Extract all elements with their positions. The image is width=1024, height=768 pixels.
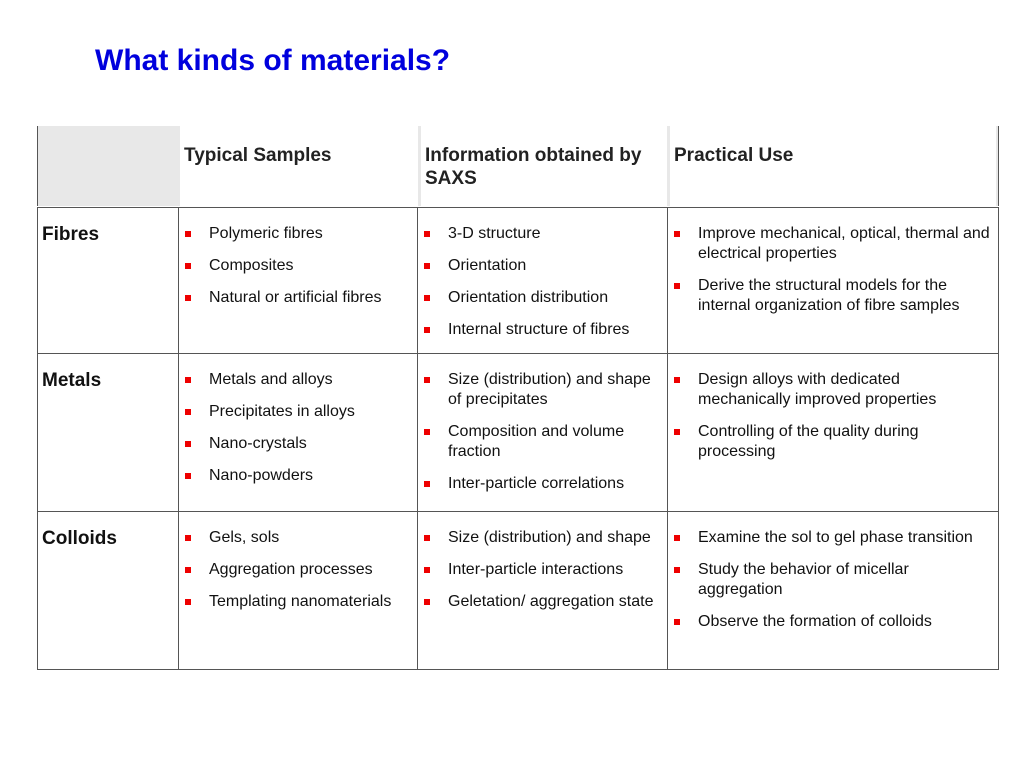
header-typical-samples: Typical Samples [180, 126, 418, 206]
bullet-icon [424, 327, 430, 333]
table-row-metals [37, 353, 999, 512]
use-cell [667, 353, 999, 512]
bullet-icon [674, 567, 680, 573]
list-item: Size (distribution) and shape [424, 528, 661, 548]
bullet-icon [424, 481, 430, 487]
header-information-obtained: Information obtained by SAXS [421, 126, 667, 206]
bullet-icon [185, 599, 191, 605]
bullet-icon [674, 283, 680, 289]
list-item: Internal structure of fibres [424, 320, 661, 340]
row-label: Metals [37, 353, 179, 512]
info-cell [417, 207, 668, 354]
samples-list [179, 208, 417, 308]
use-cell [667, 511, 999, 670]
samples-list [179, 512, 417, 612]
bullet-icon [185, 473, 191, 479]
info-cell [417, 353, 668, 512]
list-item: 3-D structure [424, 224, 661, 244]
list-item: Derive the structural models for the internal organization of fibre samples [674, 276, 992, 316]
list-item: Orientation distribution [424, 288, 661, 308]
list-item: Templating nanomaterials [185, 592, 411, 612]
list-item: Composition and volume fraction [424, 422, 661, 462]
row-label: Colloids [37, 511, 179, 670]
bullet-icon [424, 567, 430, 573]
info-list [418, 354, 667, 494]
table-row-colloids [37, 511, 999, 670]
list-item: Observe the formation of colloids [674, 612, 992, 632]
bullet-icon [185, 377, 191, 383]
list-item: Aggregation processes [185, 560, 411, 580]
bullet-icon [424, 535, 430, 541]
samples-list [179, 354, 417, 486]
bullet-icon [424, 599, 430, 605]
bullet-icon [424, 377, 430, 383]
list-item: Natural or artificial fibres [185, 288, 411, 308]
row-label: Fibres [37, 207, 179, 354]
header-practical-use: Practical Use [670, 126, 996, 206]
list-item: Nano-crystals [185, 434, 411, 454]
bullet-icon [674, 429, 680, 435]
bullet-icon [674, 377, 680, 383]
table-row-fibres [37, 207, 999, 354]
list-item: Polymeric fibres [185, 224, 411, 244]
header-cell-empty [38, 126, 180, 206]
samples-cell [178, 353, 418, 512]
bullet-icon [185, 231, 191, 237]
use-list [668, 208, 998, 316]
samples-cell [178, 207, 418, 354]
list-item: Gels, sols [185, 528, 411, 548]
bullet-icon [674, 231, 680, 237]
bullet-icon [185, 535, 191, 541]
list-item: Controlling of the quality during processing [674, 422, 992, 462]
use-list [668, 512, 998, 632]
list-item: Orientation [424, 256, 661, 276]
list-item: Composites [185, 256, 411, 276]
list-item: Examine the sol to gel phase transition [674, 528, 992, 548]
use-cell [667, 207, 999, 354]
list-item: Improve mechanical, optical, thermal and electrical properties [674, 224, 992, 264]
list-item: Inter-particle correlations [424, 474, 661, 494]
bullet-icon [424, 263, 430, 269]
slide-title: What kinds of materials? [95, 44, 451, 77]
list-item: Design alloys with dedicated mechanically improved properties [674, 370, 992, 410]
list-item: Inter-particle interactions [424, 560, 661, 580]
list-item: Study the behavior of micellar aggregation [674, 560, 992, 600]
list-item: Geletation/ aggregation state [424, 592, 661, 612]
list-item: Precipitates in alloys [185, 402, 411, 422]
bullet-icon [185, 295, 191, 301]
list-item: Nano-powders [185, 466, 411, 486]
bullet-icon [424, 231, 430, 237]
table-header [37, 126, 999, 206]
list-item: Metals and alloys [185, 370, 411, 390]
bullet-icon [185, 441, 191, 447]
bullet-icon [424, 295, 430, 301]
bullet-icon [185, 409, 191, 415]
bullet-icon [674, 535, 680, 541]
bullet-icon [674, 619, 680, 625]
info-cell [417, 511, 668, 670]
list-item: Size (distribution) and shape of precipitates [424, 370, 661, 410]
bullet-icon [424, 429, 430, 435]
samples-cell [178, 511, 418, 670]
use-list [668, 354, 998, 462]
bullet-icon [185, 567, 191, 573]
info-list [418, 512, 667, 612]
bullet-icon [185, 263, 191, 269]
info-list [418, 208, 667, 340]
